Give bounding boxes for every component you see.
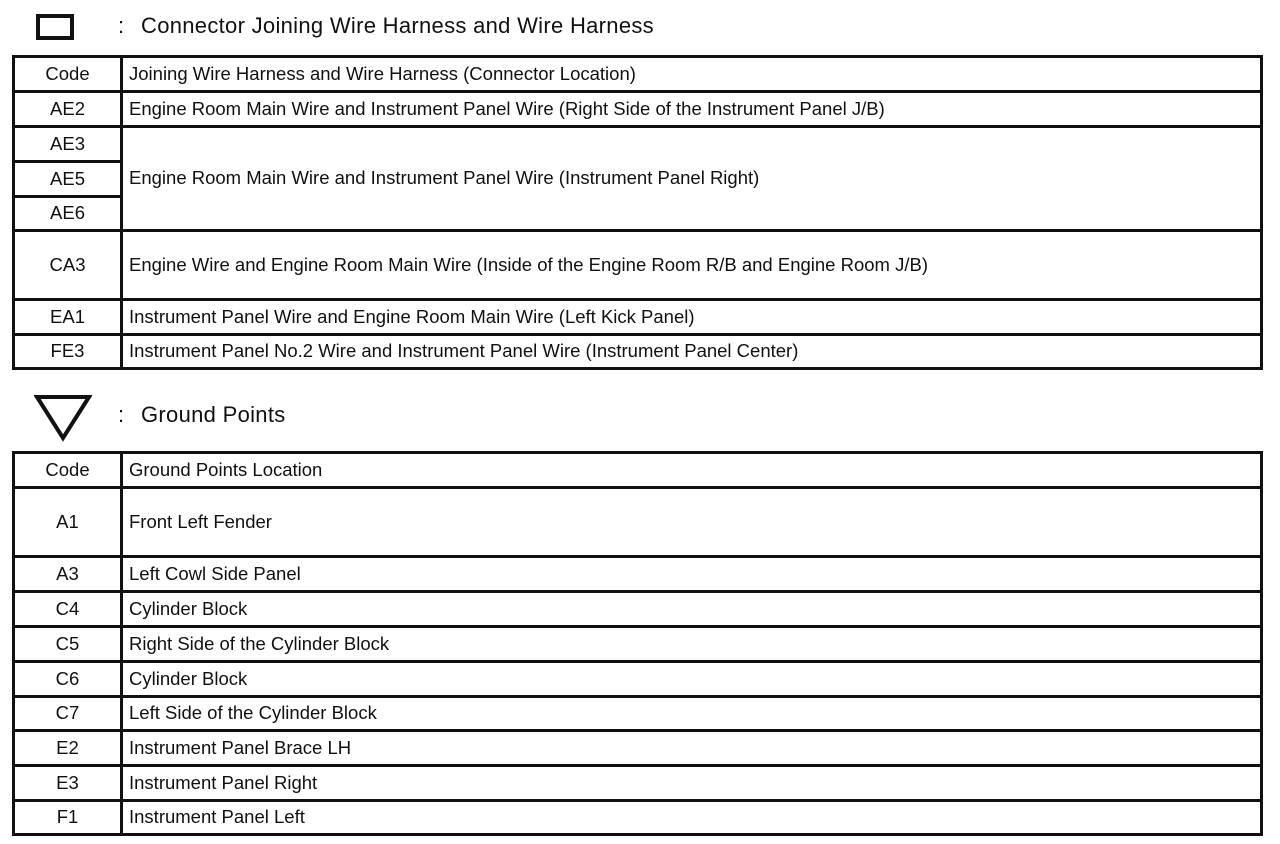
row-location: Engine Room Main Wire and Instrument Panel Wire (Instrument Panel Right) — [122, 127, 1262, 231]
ground-colon: : — [118, 402, 125, 427]
code-header: Code — [14, 57, 122, 92]
connector-colon: : — [118, 13, 125, 38]
row-location: Right Side of the Cylinder Block — [122, 627, 1262, 662]
table-row — [14, 335, 1262, 369]
table-row — [14, 662, 1262, 697]
row-location: Front Left Fender — [122, 488, 1262, 557]
row-code: FE3 — [14, 335, 122, 369]
table-row — [14, 92, 1262, 127]
table-row — [14, 231, 1262, 300]
row-code: AE6 — [14, 197, 122, 231]
table-row — [14, 488, 1262, 557]
table-row — [14, 697, 1262, 731]
connector-table — [12, 55, 1263, 370]
row-location: Cylinder Block — [122, 592, 1262, 627]
code-header: Code — [14, 453, 122, 488]
row-code: CA3 — [14, 231, 122, 300]
table-row — [14, 731, 1262, 766]
table-row — [14, 592, 1262, 627]
row-code: C4 — [14, 592, 122, 627]
row-code: C7 — [14, 697, 122, 731]
table-header-row — [14, 453, 1262, 488]
row-location: Instrument Panel Brace LH — [122, 731, 1262, 766]
row-code: AE5 — [14, 162, 122, 197]
row-code: AE3 — [14, 127, 122, 162]
ground-section-title: Ground Points — [141, 402, 286, 427]
table-header-row — [14, 57, 1262, 92]
row-location: Left Cowl Side Panel — [122, 557, 1262, 592]
row-code: AE2 — [14, 92, 122, 127]
row-code: C5 — [14, 627, 122, 662]
row-code: A3 — [14, 557, 122, 592]
row-code: C6 — [14, 662, 122, 697]
row-location: Instrument Panel Left — [122, 801, 1262, 835]
location-header: Ground Points Location — [122, 453, 1262, 488]
row-code: E3 — [14, 766, 122, 801]
table-row — [14, 766, 1262, 801]
table-row — [14, 300, 1262, 335]
row-code: F1 — [14, 801, 122, 835]
row-location: Engine Wire and Engine Room Main Wire (Inside of the Engine Room R/B and Engine Room J/B) — [122, 231, 1262, 300]
location-header: Joining Wire Harness and Wire Harness (Connector Location) — [122, 57, 1262, 92]
row-location: Engine Room Main Wire and Instrument Panel Wire (Right Side of the Instrument Panel J/B) — [122, 92, 1262, 127]
connector-symbol-icon — [36, 14, 74, 40]
row-location: Instrument Panel Wire and Engine Room Main Wire (Left Kick Panel) — [122, 300, 1262, 335]
row-code: A1 — [14, 488, 122, 557]
table-row — [14, 557, 1262, 592]
row-location: Instrument Panel Right — [122, 766, 1262, 801]
table-row — [14, 627, 1262, 662]
triangle-down-icon — [34, 394, 92, 442]
table-row — [14, 127, 1262, 162]
table-row — [14, 801, 1262, 835]
row-location: Cylinder Block — [122, 662, 1262, 697]
ground-table — [12, 451, 1263, 836]
row-code: EA1 — [14, 300, 122, 335]
row-location: Instrument Panel No.2 Wire and Instrument Panel Wire (Instrument Panel Center) — [122, 335, 1262, 369]
row-code: E2 — [14, 731, 122, 766]
row-location: Left Side of the Cylinder Block — [122, 697, 1262, 731]
connector-section-title: Connector Joining Wire Harness and Wire Harness — [141, 13, 654, 38]
